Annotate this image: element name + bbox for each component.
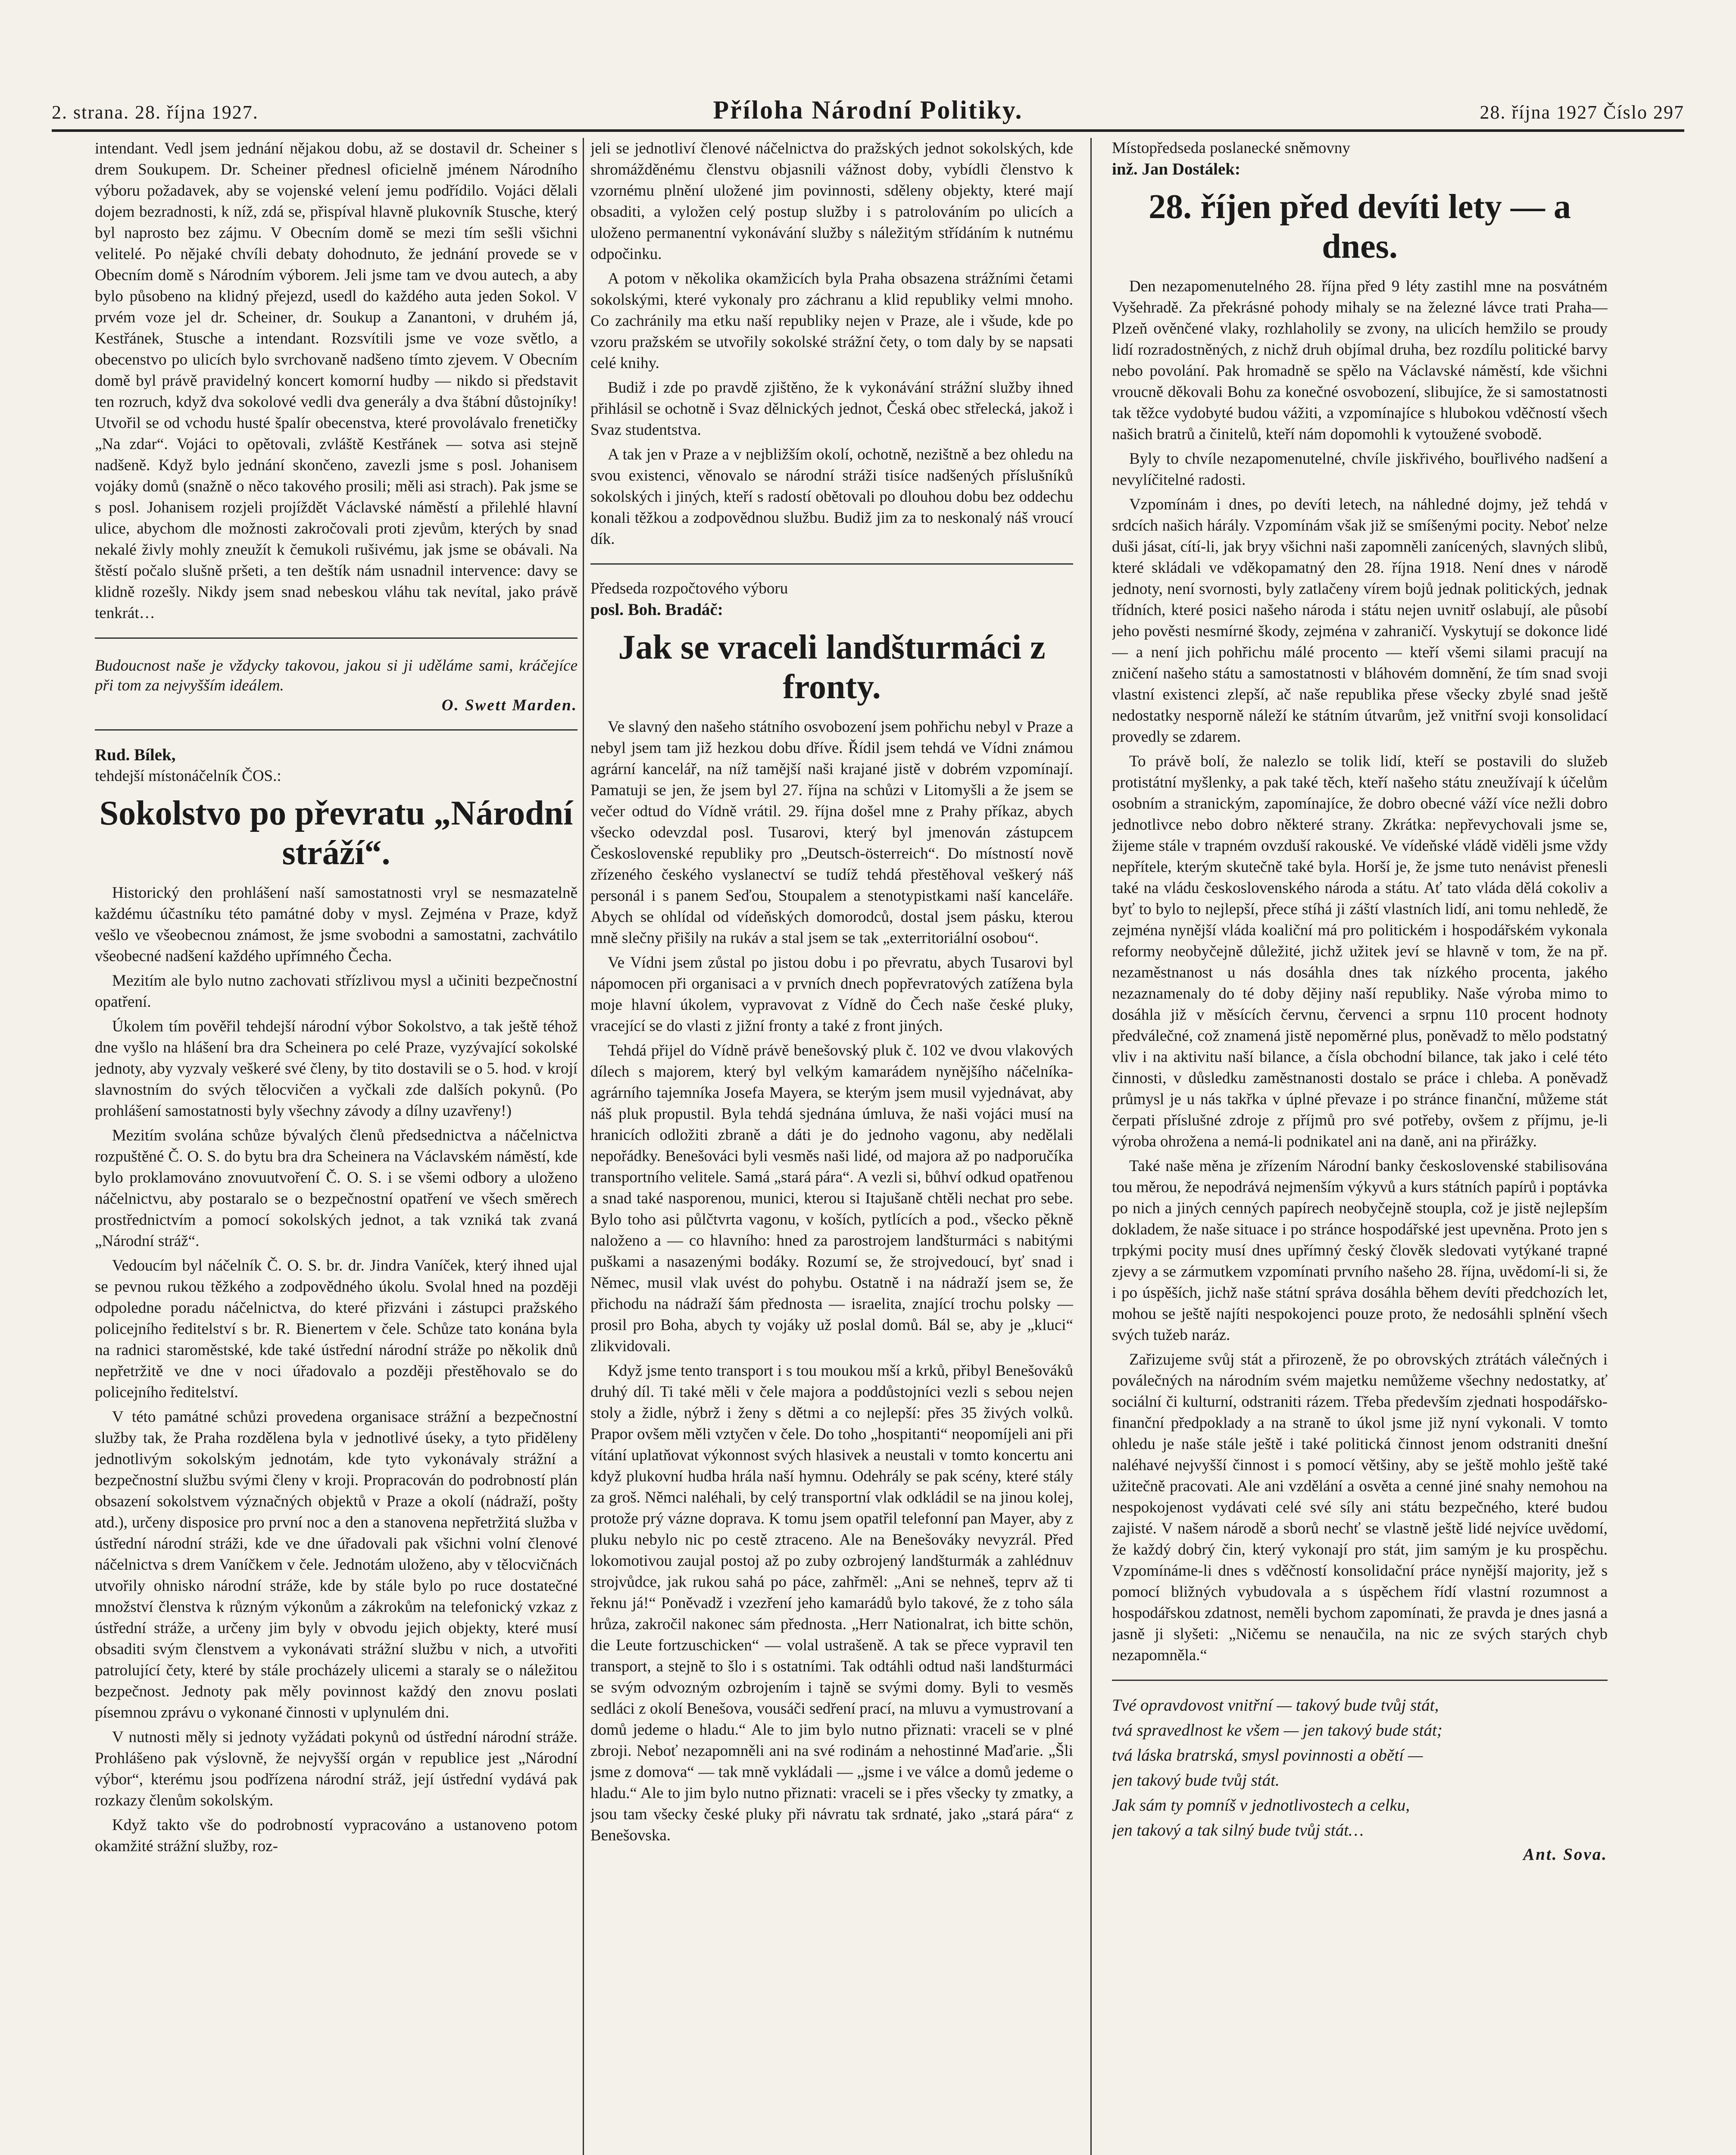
author-name: posl. Boh. Bradáč: bbox=[590, 600, 723, 619]
separator bbox=[95, 637, 578, 639]
poem-line: Jak sám ty pomníš v jednotlivostech a celku, bbox=[1112, 1796, 1410, 1815]
newspaper-title: Příloha Národní Politiky. bbox=[713, 96, 1023, 124]
author-role: Předseda rozpočtového výboru bbox=[590, 580, 788, 597]
paragraph: Také naše měna je zřízením Národní banky československé stabilisována tou měrou, že nepodrává nejmenším výkyvů a kurs státních papírů i poptávka po nich a jiných cenných papírech neobyčejně stoupla, což je jistě nejlepším dokladem, že naše situace i po stránce hospodářské jest upevněna. Proto jen s trpkými pocity musí dnes upřímný český člověk sledovati vytýkané trapné zjevy a se zármutkem vzpomínati prvního našeho 28. října, uvědomí-li si, že i po úspěších, jichž naše státní správa dosáhla během devíti předchozích let, mohou se ještě najíti nespokojenci pouze proto, že nedosáhli splnění všech svých tužeb naráz. bbox=[1112, 1157, 1608, 1344]
paragraph: V nutnosti měly si jednoty vyžádati pokynů od ústřední národní stráže. Prohlášeno pak výslovně, že nejvyšší orgán v republice jest „Národní výbor“, kterému jsou podřízena národní stráž, její ústřední vydává pak rozkazy členům sokolským. bbox=[95, 1728, 578, 1809]
paragraph: To právě bolí, že nalezlo se tolik lidí, kteří se postavili do služeb protistátní myšlenky, a pak také těch, kteří našeho státu zneužívají k účelům osobním a stranickým, zapomínajíce, že dobro obecné váží více nežli dobro jednotlivce nebo dobro některé strany. Zkrátka: nepřevychovali jsme se, žijeme stále v trapném ovzduší rakouské. Ve vídeňské vládě viděli jsme vždy nepřítele, kterým skutečně také byla. Horší je, že jsme tuto nenávist přenesli také na vládu československého národa a státu. Ať tato vláda dělá cokoliv a byť to bylo to nejlepší, přece stíhá ji záští vlastních lidí, ani tomu nehledě, že zejména nynější vláda koaliční má pro politickém i hospodářském vykonala reformy neobyčejně důležité, jichž užitek jeví se hlavně v tom, že na př. nezaměstnanost u nás dosáhla dnes tak nízkého procenta, jakého nezaznamenaly do té doby dějiny naší republiky. Naše výroba mimo to dosáhla již v měsících červnu, červenci a srpnu 110 procent hodnoty předválečné, což znamená jistě nepoměrné plus, poněvadž to mělo podstatný vliv i na aktivitu naší bilance, a čísla obchodní bilance, tak jako i celé této činnosti, v důsledku zaměstnanosti dostalo se práce i chleba. A poněvadž průmysl je u nás takřka v úplné převaze i po stránce finanční, můžeme stát čerpati příslušné zdroje z příjmů pro své potřeby, ovšem z příjmu, je-li výroba ohrožena a nemá-li podnikatel ani na daně, ani na přirážky. bbox=[1112, 753, 1608, 1150]
poem bbox=[1112, 1695, 1608, 1864]
paragraph: Úkolem tím pověřil tehdejší národní výbor Sokolstvo, a tak ještě téhož dne vyšlo na hlášení bra dra Scheinera po celé Praze, vyzývající sokolské jednoty, aby vyzvaly veškeré své členy, by tito dostavili se o 5. hod. v krojí slavnostním do svých tělocvičen a vyčkali zde dalších pokynů. (Po prohlášení samostatnosti byly všechny závody a dílny uzavřeny!) bbox=[95, 1018, 578, 1120]
page-number-date: 2. strana. 28. října 1927. bbox=[52, 102, 259, 123]
column-rule-2 bbox=[1090, 138, 1092, 2155]
quote-author: O. Swett Marden. bbox=[441, 696, 578, 714]
paragraph: Zařizujeme svůj stát a přirozeně, že po obrovských ztrátách válečných i poválečných na národním svém majetku nemůžeme všechny nedostatky, ať sociální či kulturní, odstraniti rázem. Třeba především zjednati hospodářsko-finanční předpoklady a na straně to úkol jsme již nyní vykonali. V tomto ohledu je naše stále ještě i také politická činnost jenom odstraniti dnešní naléhavé nejvyšší činnost i s pomocí většiny, aby se ještě mohlo ještě také užitečně pracovati. Ale ani vzdělání a osvěta a cenné jiné snahy nemohou na nespokojenost vydávati celé své síly ani státu bezpečného, které budou zajisté. V našem národě a sborů nechť se vlastně ještě lidé nejvíce uvědomí, že každý dobrý čin, který vykonají pro stát, jim samým je ku prospěchu. Vzpomínáme-li dnes s vděčností konsolidační práce nynější majority, jež s pomocí bližných vybudovala a s úspěchem řídí vlastní rozumnost a hospodářskou zdatnost, neměli bychom zapomínati, že pravda je dnes jasná a jasně ji slyšeti: „Ničemu se nenaučila, na nic ze svých starých chyb nezapomněla.“ bbox=[1112, 1351, 1608, 1664]
paragraph: Byly to chvíle nezapomenutelné, chvíle jiskřivého, bouřlivého nadšení a nevylíčitelné radosti. bbox=[1112, 450, 1608, 489]
poem-author: Ant. Sova. bbox=[1523, 1845, 1608, 1864]
paragraph: Historický den prohlášení naší samostatnosti vryl se nesmazatelně každému účastníku této památné doby v mysl. Zejména v Praze, když vešlo ve všeobecnou známost, že jsme svobodni a samostatni, zachvátilo všeobecné nadšení každého upřímného Čecha. bbox=[95, 884, 578, 965]
issue-number-date: 28. října 1927 Číslo 297 bbox=[1480, 102, 1684, 123]
column-2 bbox=[590, 138, 1073, 2155]
paragraph: Ve Vídni jsem zůstal po jistou dobu i po převratu, abych Tusarovi byl nápomocen při organisaci a v prvních dnech popřevratových zatížena byla moje hlavní úkolem, vypravovat z Vídně do Čech naše české pluky, vracející se do vlasti z jižní fronty a také z front jiných. bbox=[590, 954, 1073, 1035]
paragraph: Když takto vše do podrobností vypracováno a ustanoveno potom okamžité strážní služby, roz- bbox=[95, 1816, 578, 1855]
paragraph: Budiž i zde po pravdě zjištěno, že k vykonávání strážní služby ihned přihlásil se ochotně i Svaz dělnických jednot, Česká obec střelecká, jakož i Svaz studentstva. bbox=[590, 379, 1073, 439]
poem-line: Tvé opravdovost vnitřní — takový bude tvůj stát, bbox=[1112, 1696, 1439, 1715]
article-title: 28. říjen před devíti lety — a dnes. bbox=[1149, 188, 1571, 265]
article-continuation: intendant. Vedl jsem jednání nějakou dobu, až se dostavil dr. Scheiner s drem Soukupem. Dr. Scheiner přednesl oficielně jménem Národního výboru požadavek, aby se vojenské velení jemu podřídilo. Vojáci dělali dojem bezradnosti, k níž, zdá se, přispíval hlavně plukovník Stusche, který byl naprosto bez zájmu. V Obecním domě se mezi tím sešli všichni velitelé. Po nějaké chvíli debaty dohodnuto, že jednání provede se v Obecním domě s Národním výborem. Jeli jsme tam ve dvou autech, a aby bylo působeno na klidný přejezd, usedl do každého auta jeden Sokol. V prvém voze jel dr. Scheiner, dr. Soukup a Zanantoni, v druhém já, Kestřánek, Stusche a intendant. Rozsvítili jsme ve voze světlo, a obecenstvo po ulicích bylo svrchovaně nadšeno tímto zjevem. V Obecním domě byl právě pravidelný koncert komorní hudby — nikdo si představit ten rozruch, když dva sokolové vedli dva generály a dva štábní důstojníky! Utvořil se od vchodu husté špalír obecenstva, které provolávalo frenetičky „Na zdar“. Vojáci to opětovali, zvláště Kestřánek — sotva asi stejně nadšeně. Když bylo jednání skončeno, zavezli jsme s posl. Johanisem vojáky domů (snažně o něco takového prosili; měli asi strach). Pak jsme se s posl. Johanisem rozjeli projíždět Václavské náměstí a přilehlé hlavní ulice, abychom dle možnosti zakročovali proti zjevům, kterých by snad nekalé živly mohly zneužít k čemukoli rušivému, jak jsme se obávali. Na štěstí počalo slušně pršeti, a ten deštík nám usnadnil intervence: davy se klidně rozešly. Nikdy jsem snad nebeskou vláhu tak nevítal, jako právě tenkrát… bbox=[95, 140, 578, 622]
paragraph: Tehdá přijel do Vídně právě benešovský pluk č. 102 ve dvou vlakových dílech s majorem, který byl velkým kamarádem nynějšího náčelníka-agrárního tajemníka Josefa Mayera, se kterým jsem musil vyjednávat, aby náš pluk propustil. Byla tehdá sjednána úmluva, že naši vojáci musí na hranicích odložiti zbraně a dáti je do jednoho vagonu, aby nedělali nepořádky. Benešováci byli vesměs naši lidé, od majora až po nadporučíka transportního velitele. Samá „stará pára“. A vezli si, bůhví odkud opatřenou a snad také nasporenou, munici, kterou si Itajušaně chtěli nechat pro sebe. Bylo toho asi půlčtvrta vagonu, v koších, pytlících a pod., všecko pěkně naloženo a — co hlavního: hned za parostrojem landšturmáci s nabitými puškami a nasazenými bodáky. Rozumí se, že strojvedoucí, byť snad i Němec, musil vlak uvést do pohybu. Ostatně i na nádraží jsem se, že přichodu na nádraží šám přednosta — israelita, znající trochu polsky — prosil pro Boha, abych ty vojáky už poslal domů. Bál se, aby je „kluci“ zlikvidovali. bbox=[590, 1042, 1073, 1355]
separator bbox=[95, 729, 578, 731]
column-3 bbox=[1112, 138, 1608, 2155]
paragraph: V této památné schůzi provedena organisace strážní a bezpečnostní služby tak, že Praha rozdělena byla v jednotlivé úseky, a tyto přiděleny jednotlivým sokolským jednotám, kde tyto vykonávaly strážní a bezpečnostní službu svými členy v kroji. Propracován do podrobností plán obsazení sokolstvem význačných objektů v Praze a okolí (nádraží, pošty atd.), určeny disposice pro první noc a den a stanovena nepřetržitá služba v ústřední národní stráži, kde ve dne úřadovali pak všichni volní členové náčelnictva s drem Vaníčkem v čele. Jednotám uloženo, aby v tělocvičnách utvořily ohnisko národní stráže, kde by stále bylo po ruce dostatečné množství členstva k různým výkonům a zákrokům na telefonický vzkaz z ústřední stráže, a určeny jim byly v obvodu jejich objekty, které musí obsaditi svým členstvem a vykonávati strážní službu v nich, a utvořiti patrolující čety, které by stále procházely ulicemi a staraly se o náležitou bezpečnost. Jednoty pak měly povinnost každý den znovu poslati písemnou zprávu o vykonané činnosti v uplynulém dni. bbox=[95, 1408, 578, 1721]
article-title: Jak se vraceli landšturmáci z fronty. bbox=[618, 628, 1046, 706]
article-title: Sokolstvo po převratu „Národní stráží“. bbox=[99, 794, 573, 872]
poem-line: tvá láska bratrská, smysl povinnosti a obětí — bbox=[1112, 1746, 1423, 1765]
paragraph: Mezitím svolána schůze bývalých členů předsednictva a náčelnictva rozpuštěné Č. O. S. do bytu bra dra Scheinera na Václavském náměstí, kde bylo proklamováno znovuutvoření Č. O. S. i se všemi odbory a uloženo náčelnictvu, aby postaralo se o bezpečnostní opatření ve všech směrech prostřednictvím a pomocí sokolských jednot, a tak vzniká tak zvaná „Národní stráž“. bbox=[95, 1127, 578, 1250]
paragraph: Vedoucím byl náčelník Č. O. S. br. dr. Jindra Vaníček, který ihned ujal se pevnou rukou těžkého a zodpovědného úkolu. Svolal hned na později odpoledne poradu náčelnictva, do které přizváni i zástupci pražského policejního ředitelství s br. R. Bienertem v čele. Schůze tato konána byla na radnici staroměstské, kde také ústřední národní stráže po několik dnů nepřetržitě ve dne v noci úřadovalo a později přestěhovalo se do policejního ředitelství. bbox=[95, 1257, 578, 1401]
paragraph: Když jsme tento transport i s tou moukou mší a krků, přibyl Benešováků druhý díl. Ti také měli v čele majora a poddůstojníci vezli s sebou nejen stoly a židle, nýbrž i ženy s dětmi a co nejlepší: přes 35 živých volků. Prapor ovšem měli vztyčen v čele. Do toho „hospitanti“ neopomíjeli ani při vítání uplatňovat výkonnost svých hlasivek a neustali v tomto koncertu ani když plukovní hudba hrála naší hymnu. Odehrály se pak scény, které stály za groš. Němci naléhali, by celý transportní vlak odkládil se na jinou kolej, protože prý vázne doprava. K tomu jsem opatřil telefonní pan Mayer, aby z pluku nebylo nic po cestě ztraceno. Ale na Benešováky nevyzrál. Před lokomotivou zaujal postoj až po zuby ozbrojený landšturmák a zahlédnuv strojvůdce, jak rukou sahá po páce, zahřměl: „Ani se nehneš, teprv až ti řeknu já!“ Poněvadž i vzezření jeho kamarádů bylo takové, že z toho sála hrůza, zakročil nakonec sám přednosta. „Herr Nationalrat, ich bitte schön, die Leute fortzuschicken“ — volal ustrašeně. A tak se přece vypravil ten transport, a stejně to šlo i s ostatními. Tak odtáhli odtud naši landšturmáci se svým odvozným ozbrojením i tajně se svými domy. Byli to vesměs sedláci z okolí Benešova, vousáči sedření prací, na mluvu a vymustrovaní a domů jedeme o hladu.“ Ale to jim bylo nutno přiznati: vraceli se v plné zbroji. Neboť nezapomněli ani na své rodinám a nehostinné Maďarie. „Šli jsme z domova“ — tak mně vykládali — „jsme i ve válce a domů jedeme o hladu.“ Ale to jim bylo nutno přiznati: vraceli se i přes všecky ty zmatky, a jsou tam všecky české pluky při návratu tak srdnaté, jako „stará pára“ z Benešovska. bbox=[590, 1362, 1073, 1844]
author-name: inž. Jan Dostálek: bbox=[1112, 160, 1240, 178]
paragraph: A tak jen v Praze a v nejbližším okolí, ochotně, nezištně a bez ohledu na svou existenci, věnovalo se národní stráži tisíce nadšených příslušníků sokolských i jiných, kteří s radostí obětovali po dlouhou dobu bez oddechu konali těžkou a zodpovědnou službu. Budiž jim za to neskonalý náš vroucí dík. bbox=[590, 446, 1073, 548]
poem-line: jen takový a tak silný bude tvůj stát… bbox=[1112, 1821, 1364, 1840]
poem-line: tvá spravedlnost ke všem — jen takový bude stát; bbox=[1112, 1721, 1443, 1740]
paragraph: jeli se jednotliví členové náčelnictva do pražských jednot sokolských, kde shromážděnému členstvu objasnili vážnost doby, vybídli členstvo k vzornému plnění uložené jim povinnosti, sděleny objekty, které mají obsaditi, a vyložen celý postup služby i s patrolováním po ulicích a uloženo permanentní vykonávání služby s náležitým střídáním k nutnému odpočinku. bbox=[590, 140, 1073, 263]
author-role: tehdejší místonáčelník ČOS.: bbox=[95, 767, 281, 785]
separator bbox=[1112, 1680, 1608, 1681]
paragraph: A potom v několika okamžicích byla Praha obsazena strážními četami sokolskými, které vykonaly pro záchranu a klid republiky velmi mnoho. Co zachránily ma etku naší republiky nejen v Praze, ale i všude, kde po vzoru pražském se utvořily sokolské strážní čety, o tom daly by se napsati celé knihy. bbox=[590, 270, 1073, 372]
column-rule-1 bbox=[583, 138, 584, 2155]
paragraph: Mezitím ale bylo nutno zachovati střízlivou mysl a učiniti bezpečnostní opatření. bbox=[95, 972, 578, 1011]
author-name: Rud. Bílek, bbox=[95, 746, 176, 764]
paragraph: Den nezapomenutelného 28. října před 9 léty zastihl mne na posvátném Vyšehradě. Za překrásné pohody mihaly se na železné lávce trati Praha—Plzeň ověnčené vlaky, rozhlaholily se zvony, na ulicích hemžilo se proudy lidí rozradostněných, z nichž druh objímal druha, bez rozdílu politické barvy nebo povolání. Pak hromadně se spělo na Václavské náměstí, kde všichni vroucně děkovali Bohu za konečné osvobození, slibujíce, že si samostatnosti tak těžce vydobyté budou vážiti, a vzpomínajíce s hlubokou vděčností všech našich bratrů a činitelů, kteří nám dopomohli k vytoužené svobodě. bbox=[1112, 278, 1608, 443]
quote-text: Budoucnost naše je vždycky takovou, jakou si ji uděláme sami, kráčejíce při tom za nejvyšším ideálem. bbox=[95, 657, 578, 694]
column-1 bbox=[95, 138, 578, 2155]
page-header bbox=[52, 91, 1684, 132]
poem-line: jen takový bude tvůj stát. bbox=[1112, 1771, 1280, 1790]
paragraph: Ve slavný den našeho státního osvobození jsem pohřichu nebyl v Praze a nebyl jsem tam již hezkou dobu dříve. Řídil jsem tehdá ve Vídni známou agrární kancelář, na níž tamější naši krajané jistě v dobrém vzpomínají. Pamatuji se jen, že jsem byl 27. října na schůzi v Litomyšli a že jsem se večer odtud do Vídně vrátil. 29. října došel mne z Prahy příkaz, abych všecko odevzdal posl. Tusarovi, který byl jmenován zástupcem Československé republiky pro „Deutsch-österreich“. Do místností nově zřízeného českého vyslanectví se tudíž tehdá přestěhoval veškerý náš personál i s panem Seďou, Stoupalem a stenotypistkami naší kanceláře. Abych se ohlídal od vídeňských domorodců, dostal jsem pásku, kterou mně slečny přišily na rukáv a stal jsem se tak „exterritoriální osobou“. bbox=[590, 718, 1073, 947]
separator bbox=[590, 563, 1073, 565]
author-role: Místopředseda poslanecké sněmovny bbox=[1112, 139, 1350, 157]
marden-quote bbox=[95, 656, 578, 715]
paragraph: Vzpomínám i dnes, po devíti letech, na náhledné dojmy, jež tehdá v srdcích našich hárály. Vzpomínám však již se smíšenými pocity. Neboť nelze duši jásat, cítí-li, jak bryy všichni naši zapomněli zanícených, slavných slibů, které skládali ve vděkopamatný den 28. října 1918. Není dnes v národě jednoty, není svornosti, byly zatlačeny vírem bojů jednak politických, jednak třídních, které posici našeho národa i státu nejen uvnitř oslabují, ale působí jeho pověsti nesmírné škody, zejména v zahraničí. Vyskytují se dokonce lidé — a není jich pohřichu málé procento — kteří všemi silami pracují na zničení našeho státu a samostatnosti v bláhovém domnění, že tím snad svoji vlastní existenci zlepší, ač naše republika přese všecky zbylé snad ještě nedostatky nesporně náleží ke státním útvarům, jež vnitřní svoji konsolidací provedly se zdarem. bbox=[1112, 496, 1608, 746]
